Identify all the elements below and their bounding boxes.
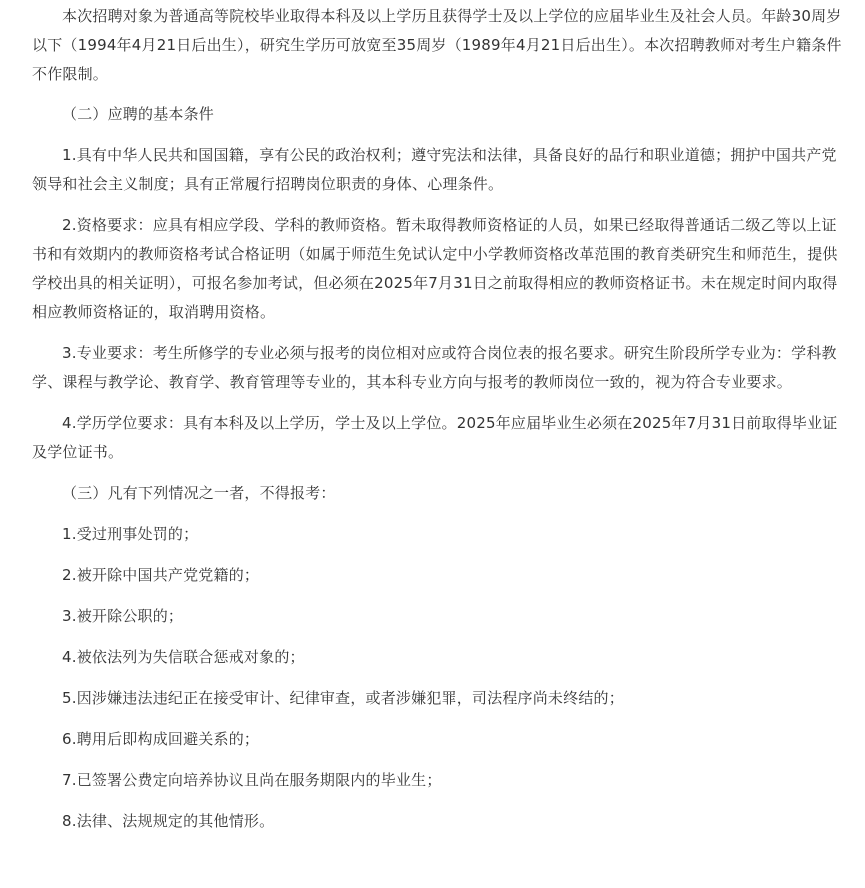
disqualification-item-1: 1.受过刑事处罚的； [62,525,199,543]
disqualification-item-3: 3.被开除公职的； [62,607,184,625]
condition-item-3: 3.专业要求：考生所修学的专业必须与报考的岗位相对应或符合岗位表的报名要求。研究生阶段所学专业为：学科教学、课程与教学论、教育学、教育管理等专业的，其本科专业方向与报考的教师岗位一致的，视为符合专业要求。 [32,344,837,391]
section-heading-disqualifications: （三）凡有下列情况之一者，不得报考： [62,484,336,502]
condition-item-2: 2.资格要求：应具有相应学段、学科的教师资格。暂未取得教师资格证的人员，如果已经取得普通话二级乙等以上证书和有效期内的教师资格考试合格证明（如属于师范生免试认定中小学教师资格改革范围的教育类研究生和师范生，提供学校出具的相关证明），可报名参加考试，但必须在2025年7月31日之前取得相应的教师资格证书。未在规定时间内取得相应教师资格证的，取消聘用资格。 [32,216,838,321]
condition-item-1: 1.具有中华人民共和国国籍，享有公民的政治权利；遵守宪法和法律，具备良好的品行和职业道德；拥护中国共产党领导和社会主义制度；具有正常履行招聘岗位职责的身体、心理条件。 [32,146,837,193]
disqualification-item-2: 2.被开除中国共产党党籍的； [62,566,260,584]
condition-item-4: 4.学历学位要求：具有本科及以上学历，学士及以上学位。2025年应届毕业生必须在2025年7月31日前取得毕业证及学位证书。 [32,414,838,461]
paragraph-recruitment-target: 本次招聘对象为普通高等院校毕业取得本科及以上学历且获得学士及以上学位的应届毕业生及社会人员。年龄30周岁以下（1994年4月21日后出生），研究生学历可放宽至35周岁（1989年4月21日后出生）。本次招聘教师对考生户籍条件不作限制。 [32,7,842,83]
article-body [32,0,842,836]
disqualification-item-4: 4.被依法列为失信联合惩戒对象的； [62,648,305,666]
disqualification-item-6: 6.聘用后即构成回避关系的； [62,730,260,748]
section-heading-basic-conditions: （二）应聘的基本条件 [62,105,215,123]
disqualification-item-7: 7.已签署公费定向培养协议且尚在服务期限内的毕业生； [62,771,442,789]
disqualification-item-8: 8.法律、法规规定的其他情形。 [62,812,275,830]
disqualification-item-5: 5.因涉嫌违法违纪正在接受审计、纪律审查，或者涉嫌犯罪，司法程序尚未终结的； [62,689,624,707]
